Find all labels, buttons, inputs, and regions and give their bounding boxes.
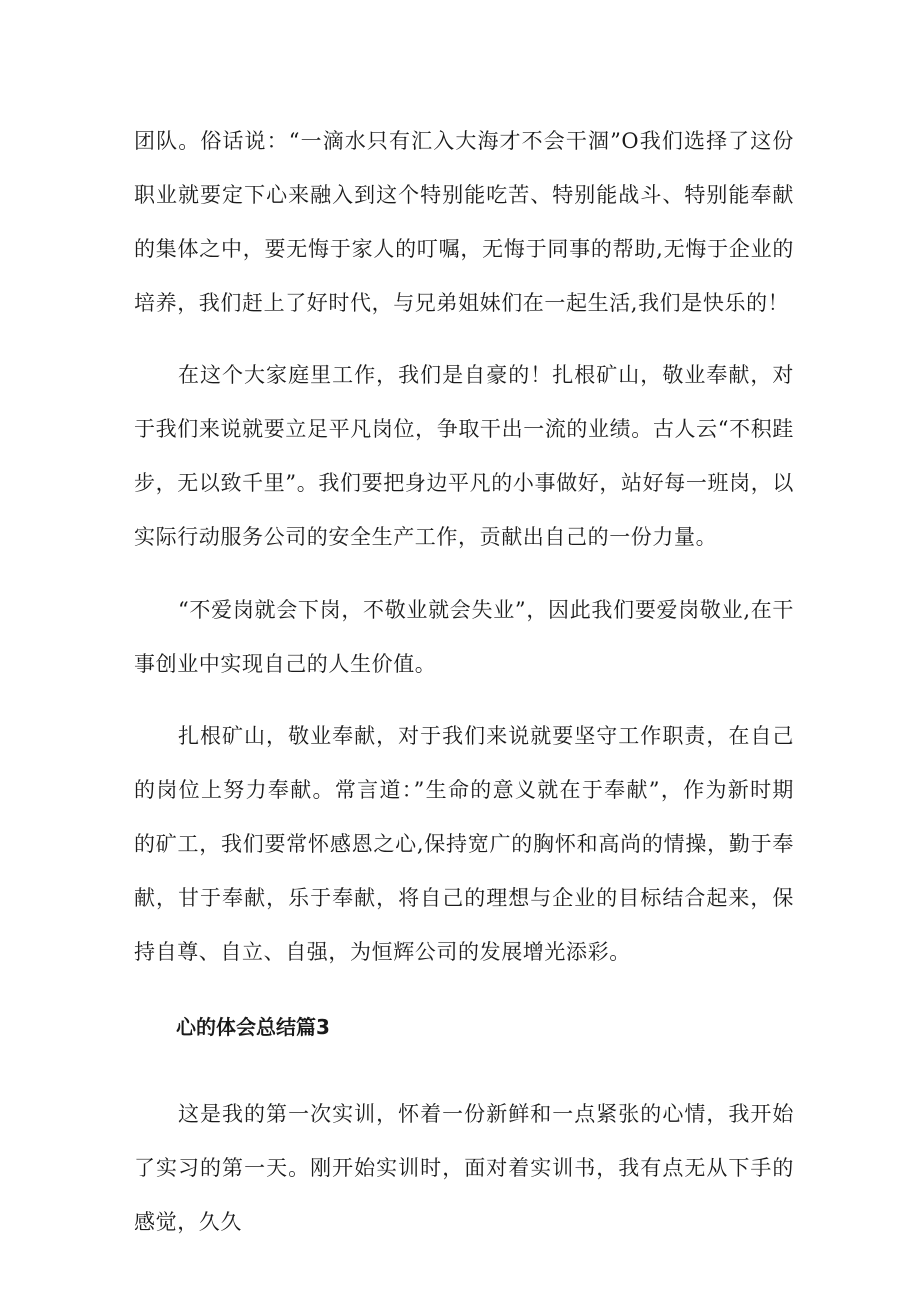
section-heading: 心的体会总结篇3: [176, 1015, 330, 1039]
paragraph-team-spirit: 团队。俗话说：“一滴水只有汇入大海才不会干涸”O我们选择了这份职业就要定下心来融入到这个特别能吃苦、特别能战斗、特别能奉献的集体之中，要无悔于家人的叮嘱，无悔于同事的帮助,无悔于企业的培养，我们赶上了好时代，与兄弟姐妹们在一起生活,我们是快乐的！: [134, 129, 794, 315]
paragraph-dedication: 扎根矿山，敬业奉献，对于我们来说就要坚守工作职责，在自己的岗位上努力奉献。常言道：”生命的意义就在于奉献”，作为新时期的矿工，我们要常怀感恩之心,保持宽广的胸怀和高尚的情操，勤于奉献，甘于奉献，乐于奉献，将自己的理想与企业的目标结合起来，保持自尊、自立、自强，为恒辉公司的发展增光添彩。: [134, 724, 794, 964]
paragraph-internship: 这是我的第一次实训，怀着一份新鲜和一点紧张的心情，我开始了实习的第一天。刚开始实训时，面对着实训书，我有点无从下手的感觉，久久: [134, 1102, 794, 1234]
paragraph-proud-work: 在这个大家庭里工作，我们是自豪的！扎根矿山，敬业奉献，对于我们来说就要立足平凡岗位，争取干出一流的业绩。古人云“不积跬步，无以致千里”。我们要把身边平凡的小事做好，站好每一班岗，以实际行动服务公司的安全生产工作，贡献出自己的一份力量。: [134, 363, 794, 549]
paragraph-love-job: “不爱岗就会下岗，不敬业就会失业”，因此我们要爱岗敬业,在干事创业中实现自己的人生价值。: [134, 598, 794, 676]
